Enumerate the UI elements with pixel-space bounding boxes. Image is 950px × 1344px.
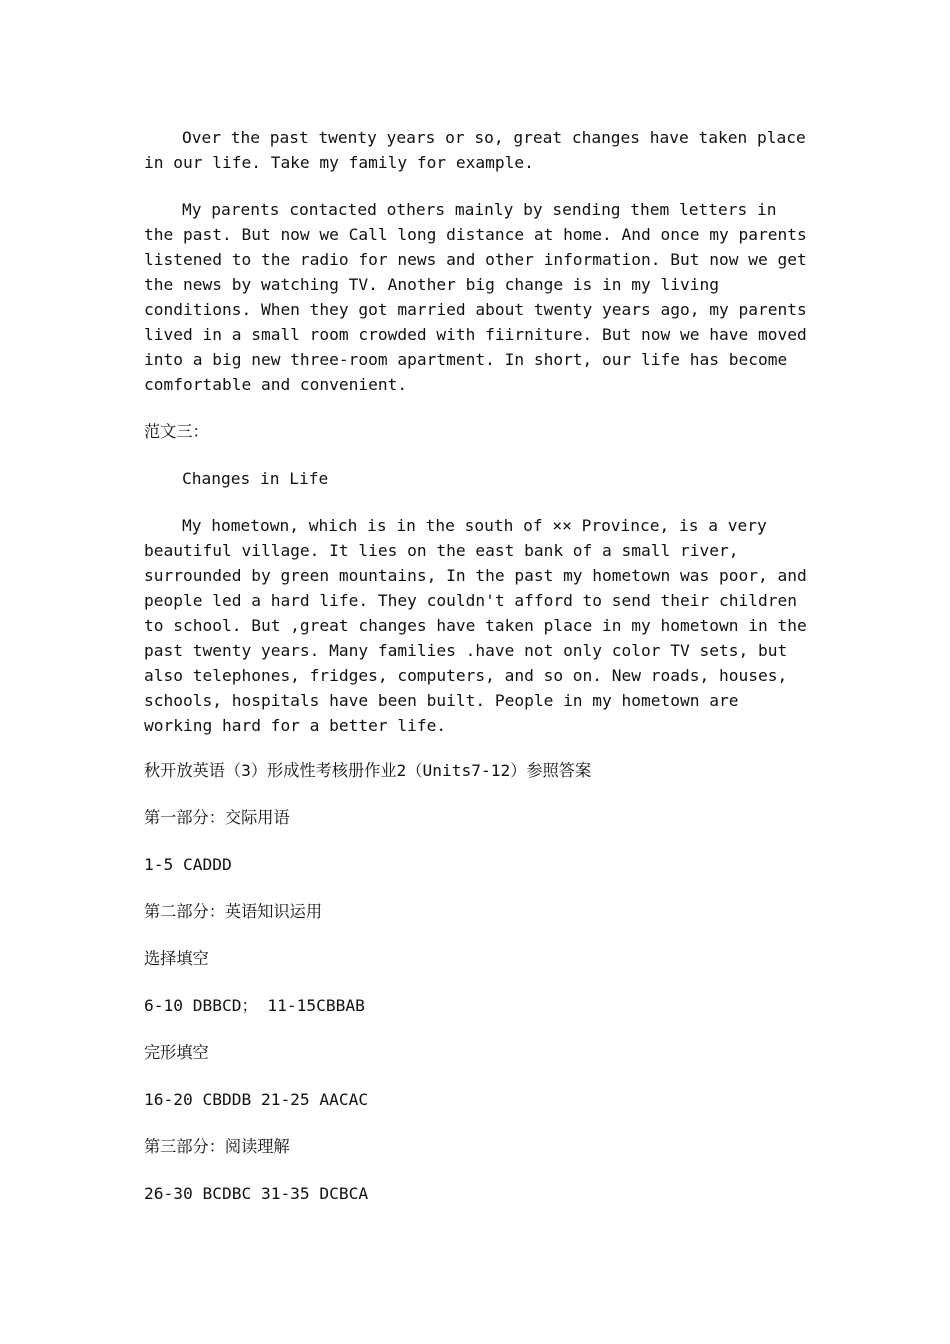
answers-title: 秋开放英语（3）形成性考核册作业2（Units7-12）参照答案: [144, 761, 592, 780]
essay2-paragraph-1: Over the past twenty years or so, great changes have taken place in our life. Take my family for example.: [144, 128, 806, 172]
sample3-label: 范文三：: [144, 422, 209, 441]
essay3-title: Changes in Life: [182, 469, 329, 488]
part2-sub2-answers: 16-20 CBDDB 21-25 AACAC: [144, 1090, 369, 1109]
part3-answers: 26-30 BCDBC 31-35 DCBCA: [144, 1184, 369, 1203]
essay2-paragraph-2: My parents contacted others mainly by sending them letters in the past. But now we Call long distance at home. And once my parents listened to the radio for news and other information. But now we get the news by watching TV. Another big change is in my living conditions. When they got married about twenty years ago, my parents lived in a small room crowded with fiirniture. But now we have moved into a big new three-room apartment. In short, our life has become comfortable and convenient.: [144, 200, 807, 394]
part2-sub1-label: 选择填空: [144, 949, 209, 968]
part2-sub1-answers: 6-10 DBBCD； 11-15CBBAB: [144, 996, 365, 1015]
document-page: [144, 125, 814, 1228]
part1-label: 第一部分：交际用语: [144, 808, 290, 827]
part1-answers: 1-5 CADDD: [144, 855, 232, 874]
part2-sub2-label: 完形填空: [144, 1043, 209, 1062]
essay3-paragraph-1: My hometown, which is in the south of ×× Province, is a very beautiful village. It lies on the east bank of a small river, surrounded by green mountains, In the past my hometown was poor, and people led a hard life. They couldn't afford to send their children to school. But ,great changes have taken place in my hometown in the past twenty years. Many families .have not only color TV sets, but also telephones, fridges, computers, and so on. New roads, houses, schools, hospitals have been built. People in my hometown are working hard for a better life.: [144, 516, 807, 735]
part2-label: 第二部分：英语知识运用: [144, 902, 323, 921]
part3-label: 第三部分：阅读理解: [144, 1137, 290, 1156]
